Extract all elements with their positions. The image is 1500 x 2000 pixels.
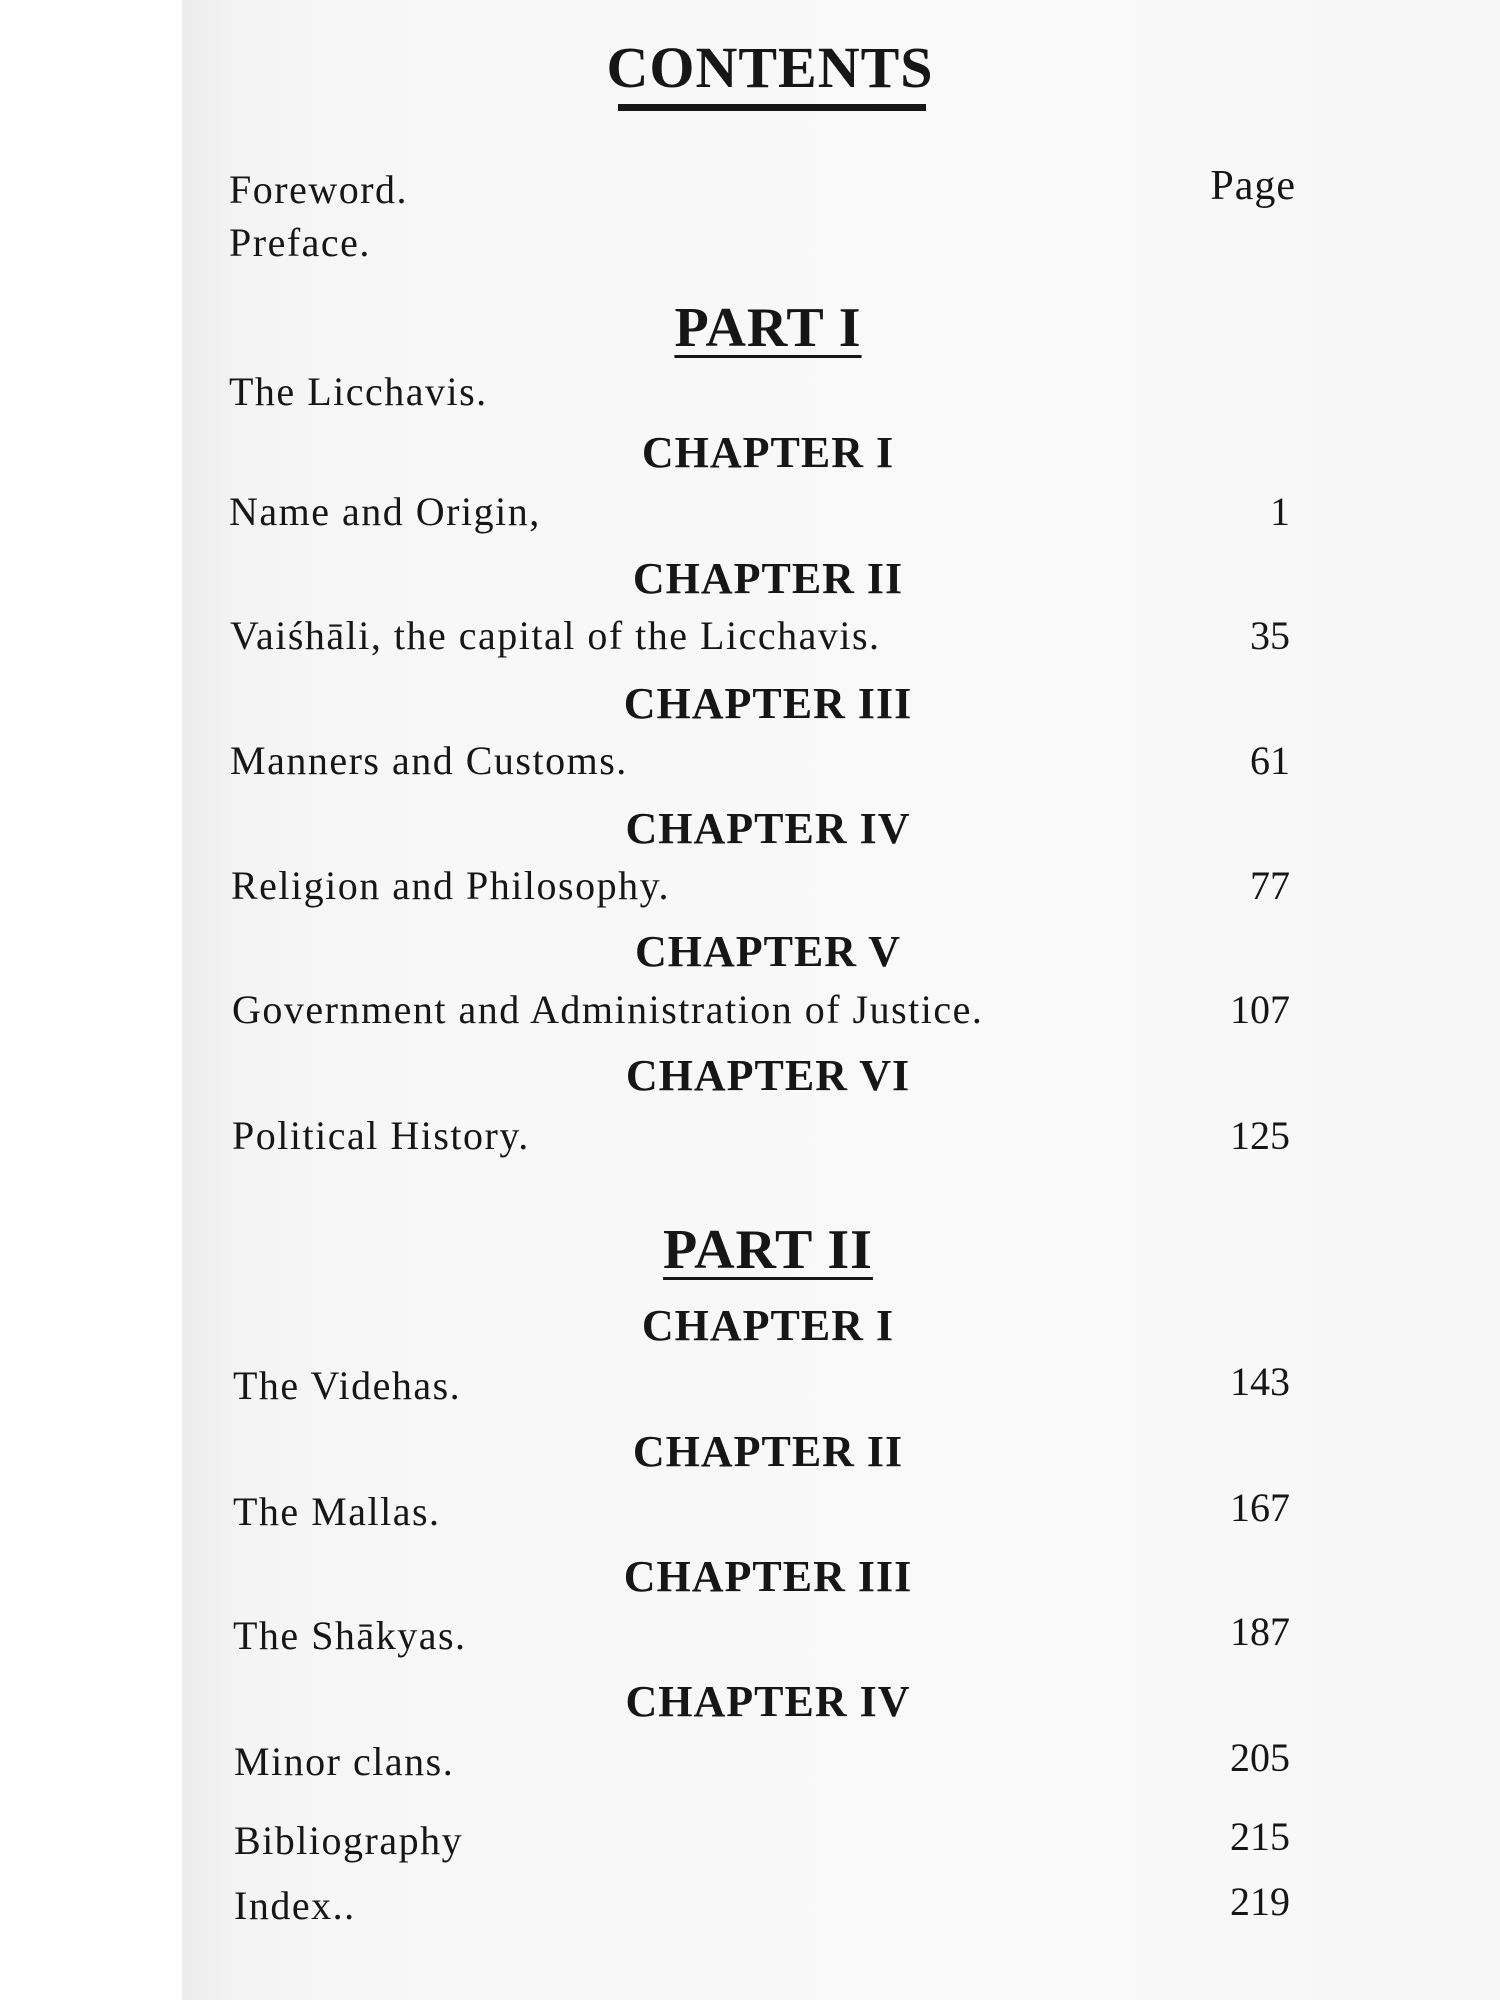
part-1-heading: PART I bbox=[674, 297, 862, 359]
part-2-chapter-3-page: 187 bbox=[1230, 1609, 1290, 1654]
part-2-chapter-3-title: The Shākyas. bbox=[233, 1613, 467, 1658]
part-2-chapter-2-heading: CHAPTER II bbox=[632, 1427, 904, 1476]
part-1-chapter-4-page: 77 bbox=[1250, 863, 1290, 908]
part-1-chapter-5-title: Government and Administration of Justice. bbox=[232, 987, 984, 1032]
bibliography-page: 215 bbox=[1230, 1814, 1290, 1859]
part-2-chapter-1-heading: CHAPTER I bbox=[641, 1301, 895, 1350]
part-1-chapter-2-title: Vaiśhāli, the capital of the Licchavis. bbox=[230, 613, 881, 658]
index-page: 219 bbox=[1230, 1879, 1290, 1924]
part-2-chapter-4-heading: CHAPTER IV bbox=[625, 1677, 911, 1726]
part-2-heading: PART II bbox=[663, 1219, 873, 1281]
page-column-label: Page bbox=[1210, 163, 1296, 209]
part-2-chapter-1-title: The Videhas. bbox=[233, 1363, 462, 1408]
part-1-chapter-2-heading: CHAPTER II bbox=[632, 554, 904, 603]
part-1-chapter-6-page: 125 bbox=[1230, 1113, 1290, 1158]
part-2-chapter-4-page: 205 bbox=[1230, 1735, 1290, 1780]
part-1-chapter-3-page: 61 bbox=[1250, 738, 1290, 783]
part-1-intro: The Licchavis. bbox=[229, 369, 488, 414]
part-2-chapter-4-title: Minor clans. bbox=[234, 1739, 455, 1784]
scan-margin bbox=[0, 0, 182, 2000]
part-2-chapter-3-heading: CHAPTER III bbox=[623, 1552, 913, 1601]
part-1-chapter-4-title: Religion and Philosophy. bbox=[231, 863, 670, 908]
bibliography-entry: Bibliography bbox=[234, 1818, 464, 1863]
part-1-chapter-1-heading: CHAPTER I bbox=[641, 428, 895, 477]
part-2-chapter-1-page: 143 bbox=[1230, 1359, 1290, 1404]
contents-title: CONTENTS bbox=[606, 35, 934, 100]
part-1-chapter-3-title: Manners and Customs. bbox=[230, 738, 628, 783]
part-1-chapter-5-heading: CHAPTER V bbox=[634, 927, 902, 976]
part-1-chapter-6-title: Political History. bbox=[232, 1113, 530, 1158]
preface-entry: Preface. bbox=[229, 220, 371, 265]
part-1-chapter-5-page: 107 bbox=[1230, 987, 1290, 1032]
part-2-chapter-2-title: The Mallas. bbox=[233, 1489, 441, 1534]
part-1-chapter-2-page: 35 bbox=[1250, 613, 1290, 658]
part-1-chapter-6-heading: CHAPTER VI bbox=[625, 1051, 911, 1100]
part-1-chapter-1-page: 1 bbox=[1270, 489, 1290, 534]
index-entry: Index.. bbox=[234, 1883, 356, 1928]
title-underline bbox=[618, 104, 926, 111]
part-1-chapter-1-title: Name and Origin, bbox=[229, 489, 541, 534]
foreword-entry: Foreword. bbox=[229, 167, 409, 212]
part-1-chapter-4-heading: CHAPTER IV bbox=[625, 804, 911, 853]
part-2-chapter-2-page: 167 bbox=[1230, 1485, 1290, 1530]
part-1-chapter-3-heading: CHAPTER III bbox=[623, 679, 913, 728]
